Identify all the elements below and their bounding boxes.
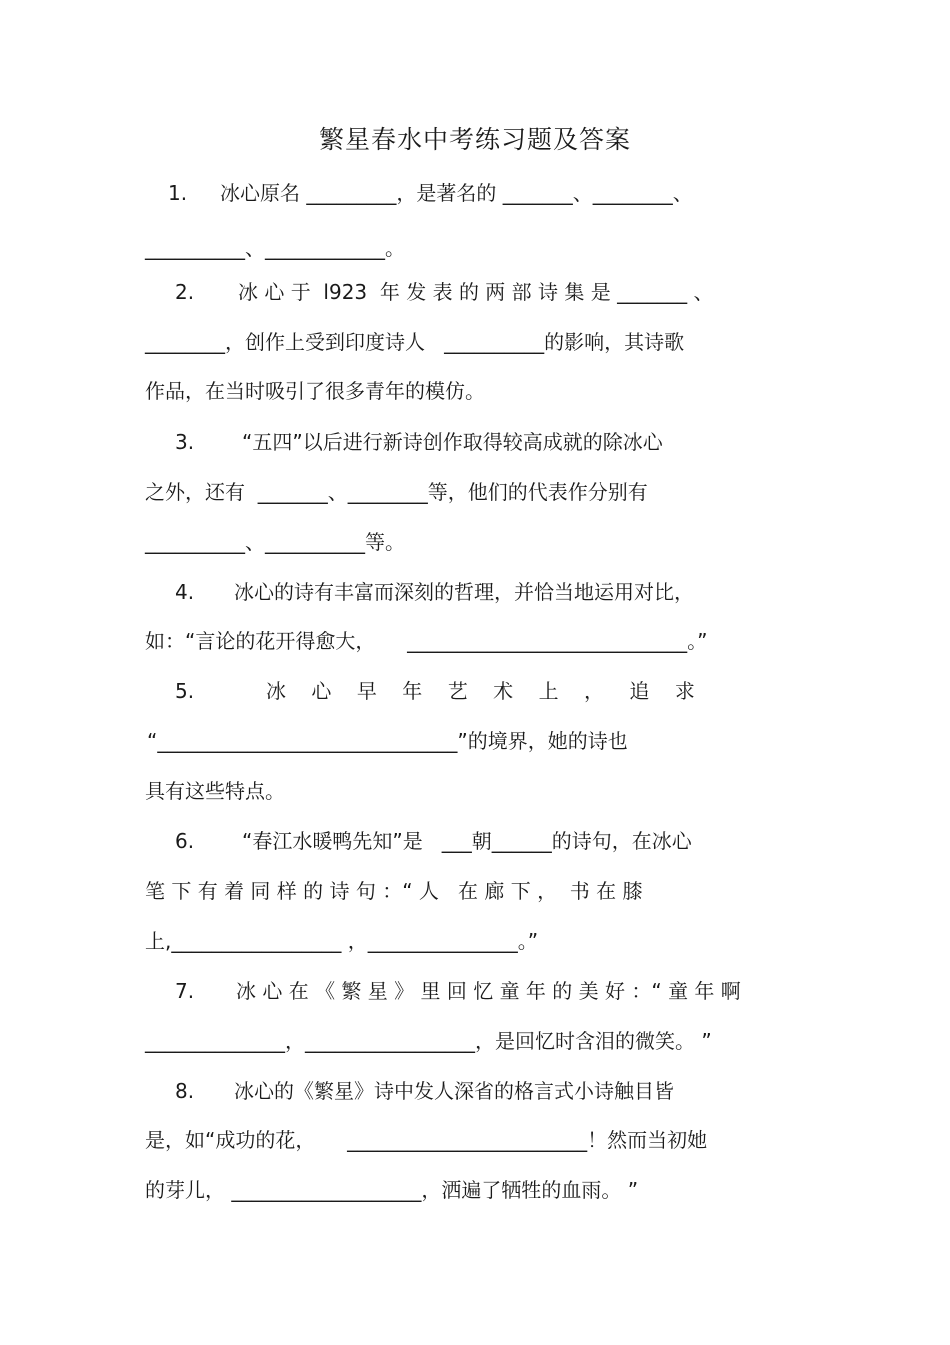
question-text-line: ______________，_________________，是回忆时含泪的微笑。 ” [145, 1029, 712, 1053]
question-text-line: 具有这些特点。 [145, 779, 285, 803]
question-text-line: 的芽儿， ___________________，洒遍了牺牲的血雨。 ” [145, 1178, 639, 1202]
question-text-line: 冰 心 于 l923 年 发 表 的 两 部 诗 集 是 _______ 、 [238, 280, 714, 304]
question-number: 6. [175, 829, 195, 853]
question-text-line: “五四”以后进行新诗创作取得较高成就的除冰心 [242, 430, 663, 454]
question-text-line: 冰心的《繁星》诗中发人深省的格言式小诗触目皆 [234, 1079, 674, 1103]
question-text-line: 是，如“成功的花， ________________________！然而当初她 [145, 1128, 708, 1152]
question-text-line: 冰心原名 _________，是著名的 _______、________、 [220, 181, 693, 205]
question-text-line: __________、__________等。 [145, 530, 405, 554]
question-text-line: 冰 心 在 《 繁 星 》 里 回 忆 童 年 的 美 好 ：“ 童 年 啊 [236, 979, 741, 1003]
question-text-line: 如：“言论的花开得愈大， ____________________________。” [145, 629, 708, 653]
question-text-line: “______________________________”的境界，她的诗也 [147, 729, 628, 753]
question-text-line: 冰心的诗有丰富而深刻的哲理，并恰当地运用对比， [234, 580, 694, 604]
question-number: 2. [175, 280, 195, 304]
page-title: 繁星春水中考练习题及答案 [318, 125, 631, 154]
question-text-line: “春江水暖鸭先知”是 ___朝______的诗句，在冰心 [242, 829, 692, 853]
question-number: 8. [175, 1079, 195, 1103]
question-text-line: __________、____________。 [145, 236, 405, 260]
question-number: 7. [175, 979, 195, 1003]
question-number: 4. [175, 580, 195, 604]
question-text-line: 冰 心 早 年 艺 术 上 ， 追 求 [266, 679, 695, 703]
question-text-line: 上,_________________ ，_______________。” [145, 929, 539, 953]
question-text-line: 作品，在当时吸引了很多青年的模仿。 [145, 379, 485, 403]
question-text-line: 之外，还有 _______、________等，他们的代表作分别有 [145, 480, 648, 504]
question-text-line: ________，创作上受到印度诗人 __________的影响，其诗歌 [145, 330, 685, 354]
question-number: 1. [168, 181, 188, 205]
question-text-line: 笔 下 有 着 同 样 的 诗 句 ：“ 人 在 廊 下 ， 书 在 膝 [145, 879, 643, 903]
question-number: 5. [175, 679, 195, 703]
question-number: 3. [175, 430, 195, 454]
